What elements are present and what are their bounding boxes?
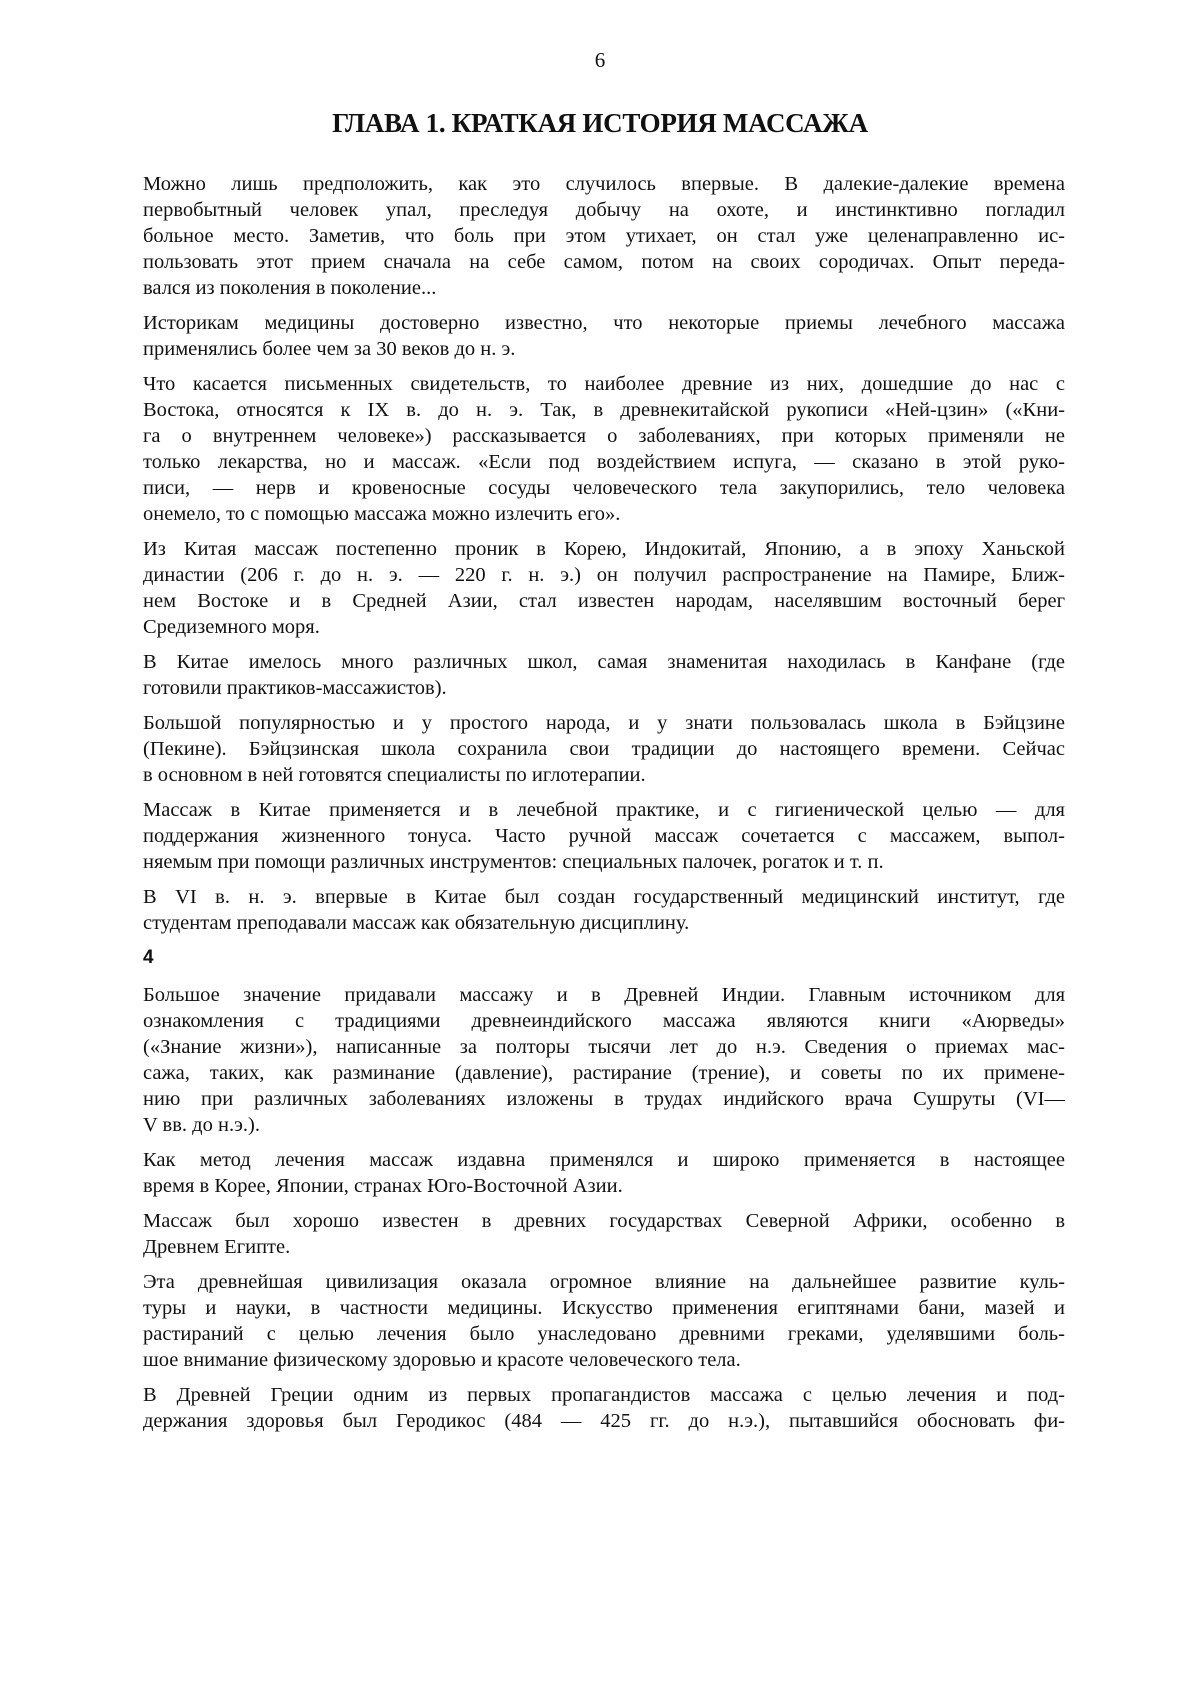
paragraph xyxy=(143,310,1065,362)
text-line: первобытный человек упал, преследуя добычу на охоте, и инстинктивно погладил xyxy=(143,197,1065,223)
text-line: Из Китая массаж постепенно проник в Корею, Индокитай, Японию, а в эпоху Ханьской xyxy=(143,536,1065,562)
text-line: онемело, то с помощью массажа можно излечить его». xyxy=(143,501,1065,527)
page-number: 6 xyxy=(0,48,1200,73)
paragraph xyxy=(143,710,1065,788)
paragraph xyxy=(143,884,1065,936)
text-line: пользовать этот прием сначала на себе самом, потом на своих сородичах. Опыт переда- xyxy=(143,249,1065,275)
text-line: готовили практиков-массажистов). xyxy=(143,675,1065,701)
text-line: держания здоровья был Геродикос (484 — 425 гг. до н.э.), пытавшийся обосновать фи- xyxy=(143,1408,1065,1434)
text-line: Древнем Египте. xyxy=(143,1234,1065,1260)
text-line: писи, — нерв и кровеносные сосуды человеческого тела закупорились, тело человека xyxy=(143,475,1065,501)
text-line: Массаж был хорошо известен в древних государствах Северной Африки, особенно в xyxy=(143,1208,1065,1234)
text-line: вался из поколения в поколение... xyxy=(143,275,1065,301)
text-line: Востока, относятся к IX в. до н. э. Так, в древнекитайской рукописи «Ней-цзин» («Кни- xyxy=(143,397,1065,423)
text-line: Что касается письменных свидетельств, то наиболее древние из них, дошедшие до нас с xyxy=(143,371,1065,397)
text-line: шое внимание физическому здоровью и красоте человеческого тела. xyxy=(143,1347,1065,1373)
text-line: сажа, таких, как разминание (давление), растирание (трение), и советы по их примене- xyxy=(143,1060,1065,1086)
text-line: время в Корее, Японии, странах Юго-Восточной Азии. xyxy=(143,1173,1065,1199)
paragraph xyxy=(143,371,1065,527)
text-line: няемым при помощи различных инструментов: специальных палочек, рогаток и т. п. xyxy=(143,849,1065,875)
text-line: нем Востоке и в Средней Азии, стал известен народам, населявшим восточный берег xyxy=(143,588,1065,614)
text-line: применялись более чем за 30 веков до н. э. xyxy=(143,336,1065,362)
paragraph xyxy=(143,1147,1065,1199)
text-line: Массаж в Китае применяется и в лечебной практике, и с гигиенической целью — для xyxy=(143,797,1065,823)
section-number: 4 xyxy=(143,945,1065,971)
paragraph xyxy=(143,982,1065,1138)
text-line: растираний с целью лечения было унаследовано древними греками, уделявшими боль- xyxy=(143,1321,1065,1347)
text-line: нию при различных заболеваниях изложены в трудах индийского врача Сушруты (VI— xyxy=(143,1086,1065,1112)
text-line: В VI в. н. э. впервые в Китае был создан государственный медицинский институт, где xyxy=(143,884,1065,910)
paragraph xyxy=(143,1208,1065,1260)
paragraph xyxy=(143,797,1065,875)
paragraph xyxy=(143,171,1065,301)
text-line: ознакомления с традициями древнеиндийского массажа являются книги «Аюрведы» xyxy=(143,1008,1065,1034)
paragraph xyxy=(143,649,1065,701)
text-line: V вв. до н.э.). xyxy=(143,1112,1065,1138)
text-line: больное место. Заметив, что боль при этом утихает, он стал уже целенаправленно ис- xyxy=(143,223,1065,249)
text-line: («Знание жизни»), написанные за полторы тысячи лет до н.э. Сведения о приемах мас- xyxy=(143,1034,1065,1060)
paragraph xyxy=(143,1382,1065,1434)
text-line: в основном в ней готовятся специалисты по иглотерапии. xyxy=(143,762,1065,788)
text-line: туры и науки, в частности медицины. Искусство применения египтянами бани, мазей и xyxy=(143,1295,1065,1321)
chapter-title: ГЛАВА 1. КРАТКАЯ ИСТОРИЯ МАССАЖА xyxy=(0,108,1200,139)
paragraph xyxy=(143,536,1065,640)
text-line: Большой популярностью и у простого народа, и у знати пользовалась школа в Бэйцзине xyxy=(143,710,1065,736)
text-line: Можно лишь предположить, как это случилось впервые. В далекие-далекие времена xyxy=(143,171,1065,197)
body-text xyxy=(143,171,1065,1443)
text-line: Историкам медицины достоверно известно, что некоторые приемы лечебного массажа xyxy=(143,310,1065,336)
text-line: (Пекине). Бэйцзинская школа сохранила свои традиции до настоящего времени. Сейчас xyxy=(143,736,1065,762)
text-line: га о внутреннем человеке») рассказывается о заболеваниях, при которых применяли не xyxy=(143,423,1065,449)
text-line: только лекарства, но и массаж. «Если под воздействием испуга, — сказано в этой руко- xyxy=(143,449,1065,475)
text-line: поддержания жизненного тонуса. Часто ручной массаж сочетается с массажем, выпол- xyxy=(143,823,1065,849)
text-line: Как метод лечения массаж издавна применялся и широко применяется в настоящее xyxy=(143,1147,1065,1173)
text-line: династии (206 г. до н. э. — 220 г. н. э.) он получил распространение на Памире, Ближ- xyxy=(143,562,1065,588)
text-line: В Древней Греции одним из первых пропагандистов массажа с целью лечения и под- xyxy=(143,1382,1065,1408)
text-line: В Китае имелось много различных школ, самая знаменитая находилась в Канфане (где xyxy=(143,649,1065,675)
text-line: Средиземного моря. xyxy=(143,614,1065,640)
paragraph xyxy=(143,1269,1065,1373)
text-line: Эта древнейшая цивилизация оказала огромное влияние на дальнейшее развитие куль- xyxy=(143,1269,1065,1295)
text-line: студентам преподавали массаж как обязательную дисциплину. xyxy=(143,910,1065,936)
text-line: Большое значение придавали массажу и в Древней Индии. Главным источником для xyxy=(143,982,1065,1008)
